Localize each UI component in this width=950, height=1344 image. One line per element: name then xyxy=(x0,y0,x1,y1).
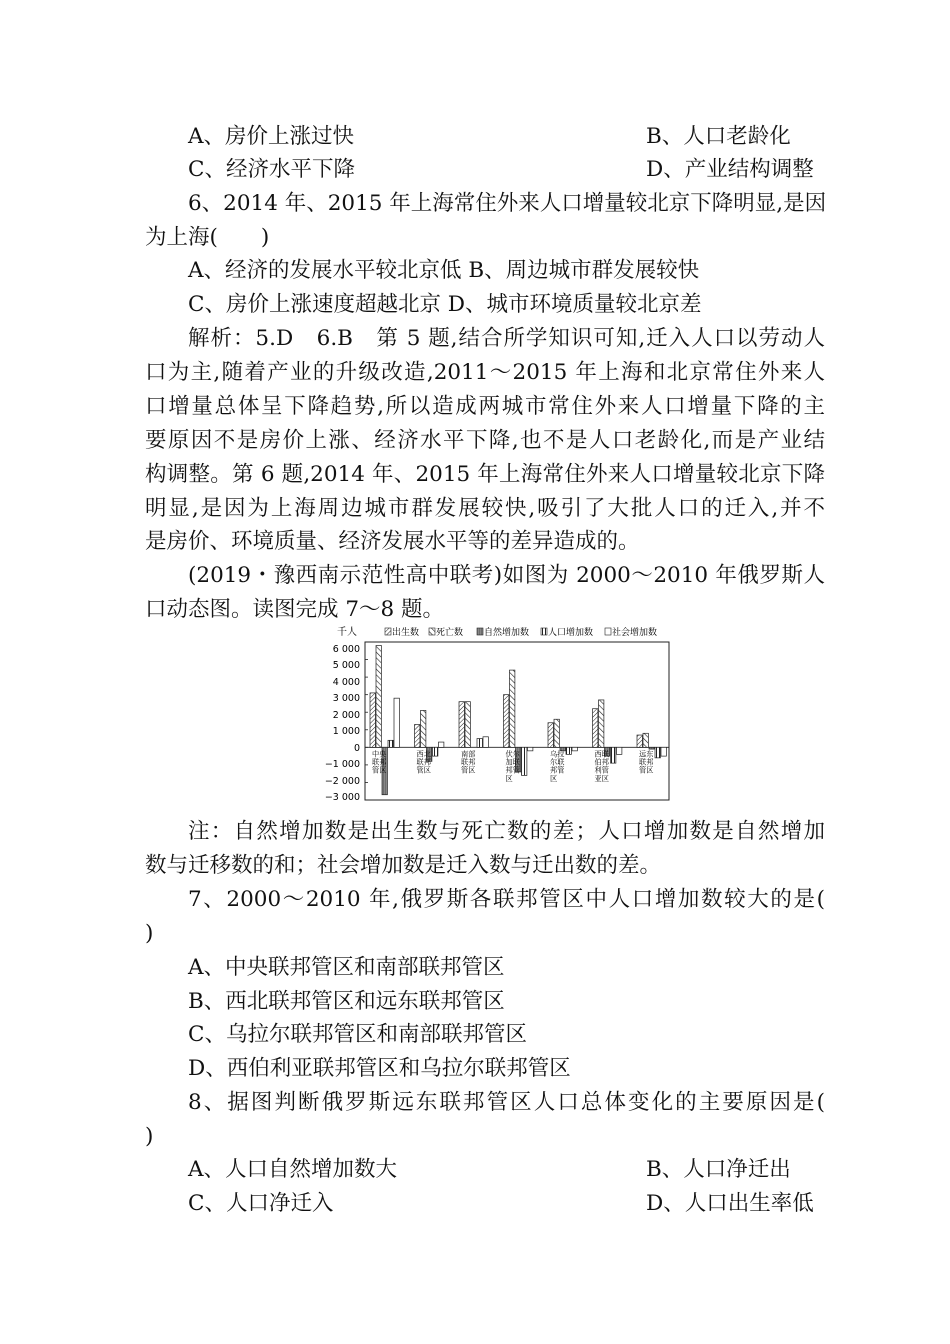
category-label: 亚区 xyxy=(594,773,609,783)
category-label: 联邦 xyxy=(372,757,387,767)
bar-2 xyxy=(421,710,426,747)
category-label: 联邦 xyxy=(639,757,654,767)
bar-2 xyxy=(643,733,648,747)
q5-options-row-2 xyxy=(188,153,868,186)
q6-option-ab: A、经济的发展水平较北京低 B、周边城市群发展较快 xyxy=(188,258,700,283)
y-axis-ticks xyxy=(325,644,360,803)
q8-option-b: B、人口净迁出 xyxy=(646,1157,791,1182)
q6-stem-line-1: 6、2014 年、2015 年上海常住外来人口增量较北京下降明显,是因 xyxy=(188,191,827,216)
bar-5 xyxy=(661,747,666,756)
category-label: 利管 xyxy=(594,765,609,775)
y-tick-label: 1 000 xyxy=(332,726,360,737)
category-label: 区 xyxy=(505,773,513,783)
category-label: 管区 xyxy=(461,765,476,775)
category-label: 伏尔 xyxy=(505,749,520,759)
chart-note-line-1: 注：自然增加数是出生数与死亡数的差；人口增加数是自然增加 xyxy=(188,819,825,844)
y-tick-label: −3 000 xyxy=(325,792,360,803)
bar-4 xyxy=(388,740,393,747)
category-label: 联邦 xyxy=(416,757,431,767)
q5-option-c: C、经济水平下降 xyxy=(188,157,355,182)
q5-option-d: D、产业结构调整 xyxy=(646,157,814,182)
analysis-line: 要原因不是房价上涨、经济水平下降,也不是人口老龄化,而是产业结 xyxy=(145,428,825,453)
q7-stem-line-1: 7、2000～2010 年,俄罗斯各联邦管区中人口增加数较大的是( xyxy=(188,887,825,912)
y-axis-unit-label: 千人 xyxy=(337,627,357,638)
bar-2 xyxy=(376,646,381,748)
bar-4 xyxy=(522,747,527,775)
bar-1 xyxy=(593,709,598,748)
legend-swatch-birth xyxy=(385,628,391,635)
bar-4 xyxy=(611,747,616,763)
y-tick-label: −2 000 xyxy=(325,776,360,787)
y-tick-label: 5 000 xyxy=(332,660,360,671)
category-label: 区 xyxy=(550,773,558,783)
legend-swatch-social xyxy=(605,628,611,635)
bar-4 xyxy=(477,739,482,748)
intro-line-1: (2019・豫西南示范性高中联考)如图为 2000～2010 年俄罗斯人 xyxy=(188,563,825,588)
q5-options-row-1 xyxy=(188,120,868,153)
category-label: 西北 xyxy=(416,749,431,759)
category-label: 南部 xyxy=(461,749,476,759)
category-label: 乌拉 xyxy=(550,749,565,759)
legend-label-natural: 自然增加数 xyxy=(484,628,530,638)
bar-1 xyxy=(504,695,509,748)
bar-1 xyxy=(637,735,642,747)
bar-1 xyxy=(415,725,420,748)
analysis-line: 解析：5.D 6.B 第 5 题,结合所学知识可知,迁入人口以劳动人 xyxy=(188,326,825,351)
category-label: 尔联 xyxy=(550,757,565,767)
legend-swatch-pop xyxy=(541,628,547,635)
category-label: 中央 xyxy=(372,749,387,759)
legend-label-pop: 人口增加数 xyxy=(548,628,594,638)
legend-label-social: 社会增加数 xyxy=(612,628,658,638)
q8-stem-line-1: 8、据图判断俄罗斯远东联邦管区人口总体变化的主要原因是( xyxy=(188,1090,825,1115)
chart-legend xyxy=(385,626,657,638)
bar-4 xyxy=(566,747,571,754)
q6-option-cd: C、房价上涨速度超越北京 D、城市环境质量较北京差 xyxy=(188,292,702,317)
q7-option-c: C、乌拉尔联邦管区和南部联邦管区 xyxy=(188,1022,527,1047)
legend-label-death: 死亡数 xyxy=(436,628,464,638)
analysis-line: 口为主,随着产业的升级改造,2011～2015 年上海和北京常住外来人 xyxy=(145,360,825,385)
bar-5 xyxy=(528,747,533,751)
chart-plot-area xyxy=(365,642,669,800)
y-tick-label: −1 000 xyxy=(325,759,360,770)
q8-option-d: D、人口出生率低 xyxy=(646,1191,814,1216)
legend-swatch-death xyxy=(429,628,435,635)
bar-2 xyxy=(599,700,604,747)
analysis-line: 是房价、环境质量、经济发展水平等的差异造成的。 xyxy=(145,529,640,554)
legend-swatch-natural xyxy=(477,628,483,635)
q5-option-a: A、房价上涨过快 xyxy=(188,124,355,149)
q8-options-row-2 xyxy=(188,1187,868,1220)
q7-option-d: D、西伯利亚联邦管区和乌拉尔联邦管区 xyxy=(188,1056,571,1081)
bar-1 xyxy=(370,693,375,747)
bar-1 xyxy=(459,702,464,748)
bar-5 xyxy=(394,698,399,747)
y-tick-label: 6 000 xyxy=(332,644,360,655)
analysis-line: 明显,是因为上海周边城市群发展较快,吸引了大批人口的迁入,并不 xyxy=(145,496,825,521)
bar-5 xyxy=(439,742,444,747)
category-label: 远东 xyxy=(639,749,654,759)
q7-stem-line-2: ) xyxy=(145,921,154,946)
bar-1 xyxy=(548,723,553,748)
category-label: 伯邦 xyxy=(594,757,609,767)
legend-label-birth: 出生数 xyxy=(392,628,420,638)
bar-2 xyxy=(510,670,515,747)
category-label: 管区 xyxy=(416,765,431,775)
bar-4 xyxy=(433,747,438,756)
q8-option-a: A、人口自然增加数大 xyxy=(188,1157,398,1182)
q5-option-b: B、人口老龄化 xyxy=(646,124,791,149)
y-tick-label: 3 000 xyxy=(332,693,360,704)
category-label: 西联 xyxy=(594,749,609,759)
q7-option-a: A、中央联邦管区和南部联邦管区 xyxy=(188,955,505,980)
q8-option-c: C、人口净迁入 xyxy=(188,1191,334,1216)
q7-option-b: B、西北联邦管区和远东联邦管区 xyxy=(188,989,505,1014)
q8-stem-line-2: ) xyxy=(145,1124,154,1149)
intro-line-2: 口动态图。读图完成 7～8 题。 xyxy=(145,597,445,622)
chart-note-line-2: 数与迁移数的和；社会增加数是迁入数与迁出数的差。 xyxy=(145,853,662,878)
category-label: 管区 xyxy=(639,765,654,775)
population-dynamics-chart xyxy=(325,624,675,804)
q6-stem-line-2: 为上海( ) xyxy=(145,225,270,250)
category-label: 联邦 xyxy=(461,757,476,767)
bar-5 xyxy=(572,747,577,751)
bar-2 xyxy=(465,702,470,748)
y-tick-label: 4 000 xyxy=(332,677,360,688)
bar-4 xyxy=(655,747,660,758)
analysis-line: 构调整。第 6 题,2014 年、2015 年上海常住外来人口增量较北京下降 xyxy=(145,462,825,487)
plot-frame xyxy=(365,642,669,800)
category-label: 邦管 xyxy=(550,765,565,775)
category-label: 管区 xyxy=(372,765,387,775)
bar-5 xyxy=(617,747,622,754)
analysis-line: 口增量总体呈下降趋势,所以造成两城市常住外来人口增量下降的主 xyxy=(145,394,825,419)
category-label: 邦管 xyxy=(505,765,520,775)
q8-options-row-1 xyxy=(188,1153,868,1186)
y-tick-label: 2 000 xyxy=(332,710,360,721)
bar-2 xyxy=(554,719,559,747)
y-tick-label: 0 xyxy=(353,743,360,754)
category-label: 加联 xyxy=(505,757,520,767)
bar-5 xyxy=(483,737,488,748)
